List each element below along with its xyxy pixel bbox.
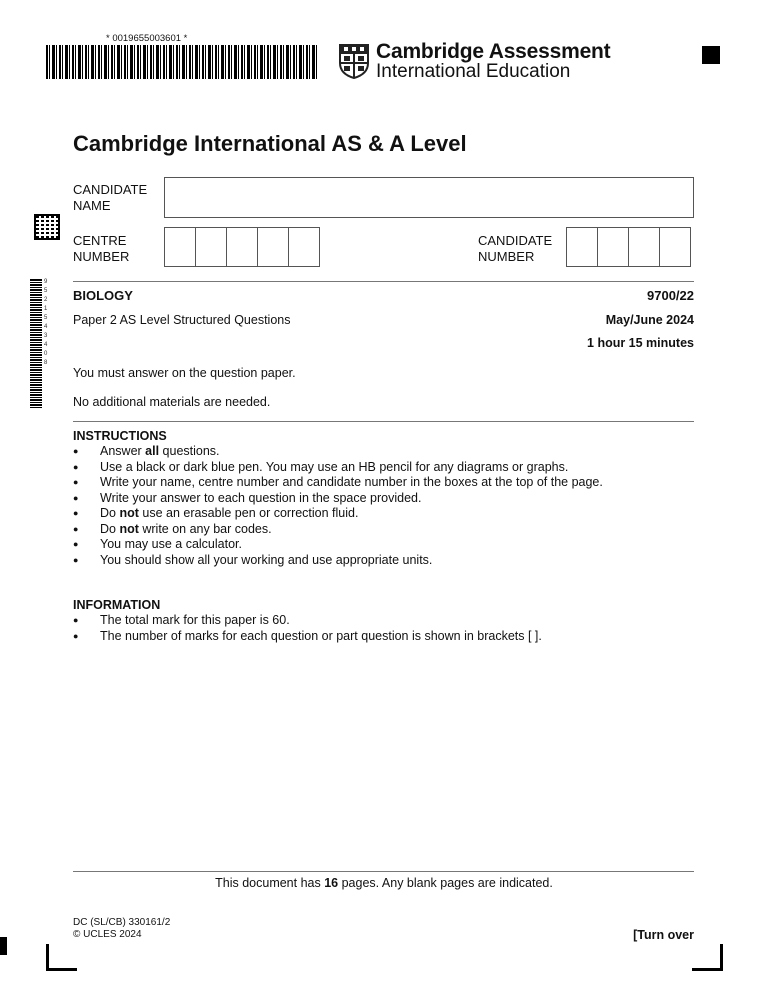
information-heading: INFORMATION <box>73 598 161 612</box>
materials-note: No additional materials are needed. <box>73 395 271 409</box>
cambridge-shield-icon <box>338 43 370 79</box>
document-code: DC (SL/CB) 330161/2 © UCLES 2024 <box>73 917 171 940</box>
instruction-item: ● Write your name, centre number and candidate number in the boxes at the top of the page. <box>73 475 603 491</box>
information-item: ● The number of marks for each question or part question is shown in brackets [ ]. <box>73 629 542 645</box>
side-code-digits: 9521543408 <box>44 279 48 366</box>
subject: BIOLOGY <box>73 288 133 303</box>
centre-number-cell[interactable] <box>226 227 258 267</box>
centre-number-cell[interactable] <box>164 227 196 267</box>
paper-description: Paper 2 AS Level Structured Questions <box>73 313 291 327</box>
answer-note: You must answer on the question paper. <box>73 366 296 380</box>
exam-session: May/June 2024 <box>605 313 694 327</box>
crop-mark <box>692 944 723 971</box>
barcode-number: * 0019655003601 * <box>106 33 188 44</box>
centre-number-cell[interactable] <box>288 227 320 267</box>
information-list <box>73 613 542 644</box>
candidate-number-cell[interactable] <box>659 227 691 267</box>
instruction-item: ● You may use a calculator. <box>73 537 603 553</box>
candidate-name-label: CANDIDATE NAME <box>73 182 148 213</box>
divider <box>73 421 694 422</box>
instruction-item: ● Do not write on any bar codes. <box>73 522 603 538</box>
candidate-number-cell[interactable] <box>628 227 660 267</box>
barcode <box>46 45 318 79</box>
instructions-list <box>73 444 603 568</box>
paper-code: 9700/22 <box>647 288 694 303</box>
candidate-number-boxes[interactable] <box>566 227 691 267</box>
centre-number-label: CENTRE NUMBER <box>73 233 130 264</box>
centre-number-cell[interactable] <box>195 227 227 267</box>
logo-text-line1: Cambridge Assessment <box>376 40 611 63</box>
candidate-number-cell[interactable] <box>597 227 629 267</box>
page-title: Cambridge International AS & A Level <box>73 131 467 156</box>
instructions-heading: INSTRUCTIONS <box>73 429 167 443</box>
instruction-item: ● Write your answer to each question in the space provided. <box>73 491 603 507</box>
instruction-item: ● You should show all your working and use appropriate units. <box>73 553 603 569</box>
edge-registration-mark <box>0 937 7 955</box>
qr-code <box>34 214 60 240</box>
candidate-number-cell[interactable] <box>566 227 598 267</box>
instruction-item: ● Use a black or dark blue pen. You may use an HB pencil for any diagrams or graphs. <box>73 460 603 476</box>
candidate-number-label: CANDIDATE NUMBER <box>478 233 553 264</box>
divider <box>73 871 694 872</box>
side-barcode <box>30 278 42 408</box>
page-count-note: This document has 16 pages. Any blank pages are indicated. <box>215 876 553 890</box>
candidate-name-box[interactable] <box>164 177 694 218</box>
logo-text-line2: International Education <box>376 61 571 82</box>
crop-mark <box>46 944 77 971</box>
turn-over-label: [Turn over <box>633 928 694 942</box>
exam-duration: 1 hour 15 minutes <box>587 336 694 350</box>
information-item: ● The total mark for this paper is 60. <box>73 613 542 629</box>
instruction-item: ● Do not use an erasable pen or correction fluid. <box>73 506 603 522</box>
centre-number-boxes[interactable] <box>164 227 320 267</box>
divider <box>73 281 694 282</box>
corner-registration-mark <box>702 46 720 64</box>
instruction-item: ● Answer all questions. <box>73 444 603 460</box>
centre-number-cell[interactable] <box>257 227 289 267</box>
